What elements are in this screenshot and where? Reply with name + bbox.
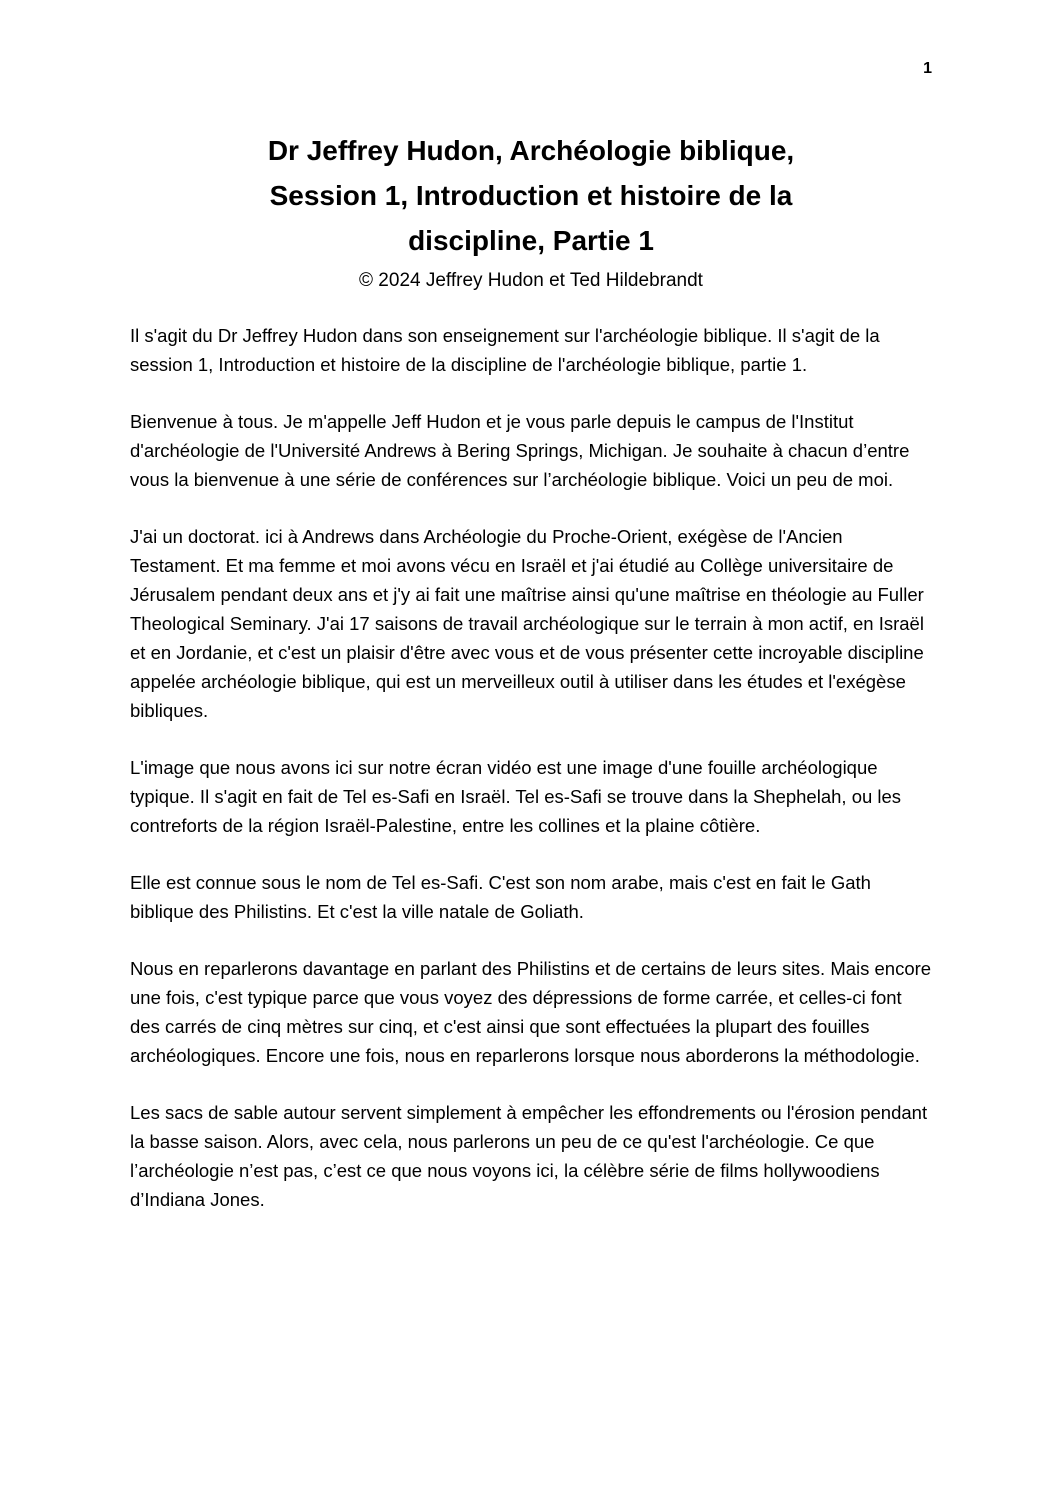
document-title-line-1: Dr Jeffrey Hudon, Archéologie biblique, bbox=[267, 135, 795, 166]
paragraph: L'image que nous avons ici sur notre écran vidéo est une image d'une fouille archéologique typique. Il s'agit en fait de Tel es-Safi en Israël. Tel es-Safi se trouve dans la Shephelah, ou les contreforts de la région Israël-Palestine, entre les collines et la plaine côtière. bbox=[130, 757, 902, 836]
paragraph: Bienvenue à tous. Je m'appelle Jeff Hudon et je vous parle depuis le campus de l'Institut d'archéologie de l'Université Andrews à Bering Springs, Michigan. Je souhaite à chacun d’entre vous la bienvenue à une série de conférences sur l’archéologie biblique. Voici un peu de moi. bbox=[130, 411, 910, 490]
document-content bbox=[130, 128, 932, 1242]
paragraph: Nous en reparlerons davantage en parlant des Philistins et de certains de leurs sites. Mais encore une fois, c'est typique parce que vous voyez des dépressions de forme carrée, et celles-ci font des carrés de cinq mètres sur cinq, et c'est ainsi que sont effectuées la plupart des fouilles archéologiques. Encore une fois, nous en reparlerons lorsque nous aborderons la méthodologie. bbox=[130, 958, 932, 1066]
document-title-line-2: Session 1, Introduction et histoire de la bbox=[269, 180, 793, 211]
paragraph: Elle est connue sous le nom de Tel es-Safi. C'est son nom arabe, mais c'est en fait le Gath biblique des Philistins. Et c'est la ville natale de Goliath. bbox=[130, 872, 871, 922]
page-number: 1 bbox=[923, 60, 932, 77]
document-title bbox=[130, 128, 932, 263]
paragraph: J'ai un doctorat. ici à Andrews dans Archéologie du Proche-Orient, exégèse de l'Ancien Testament. Et ma femme et moi avons vécu en Israël et j'ai étudié au Collège universitaire de Jérusalem pendant deux ans et j'y ai fait une maîtrise ainsi qu'une maîtrise en théologie au Fuller Theological Seminary. J'ai 17 saisons de travail archéologique sur le terrain à mon actif, en Israël et en Jordanie, et c'est un plaisir d'être avec vous et de vous présenter cette incroyable discipline appelée archéologie biblique, qui est un merveilleux outil à utiliser dans les études et l'exégèse bibliques. bbox=[130, 526, 924, 721]
copyright-line: © 2024 Jeffrey Hudon et Ted Hildebrandt bbox=[359, 270, 703, 291]
paragraph: Les sacs de sable autour servent simplement à empêcher les effondrements ou l'érosion pendant la basse saison. Alors, avec cela, nous parlerons un peu de ce qu'est l'archéologie. Ce que l’archéologie n’est pas, c’est ce que nous voyons ici, la célèbre série de films hollywoodiens d’Indiana Jones. bbox=[130, 1102, 928, 1210]
paragraph: Il s'agit du Dr Jeffrey Hudon dans son enseignement sur l'archéologie biblique. Il s'agit de la session 1, Introduction et histoire de la discipline de l'archéologie biblique, partie 1. bbox=[130, 325, 880, 375]
document-body bbox=[130, 321, 932, 1214]
document-title-line-3: discipline, Partie 1 bbox=[408, 225, 654, 256]
